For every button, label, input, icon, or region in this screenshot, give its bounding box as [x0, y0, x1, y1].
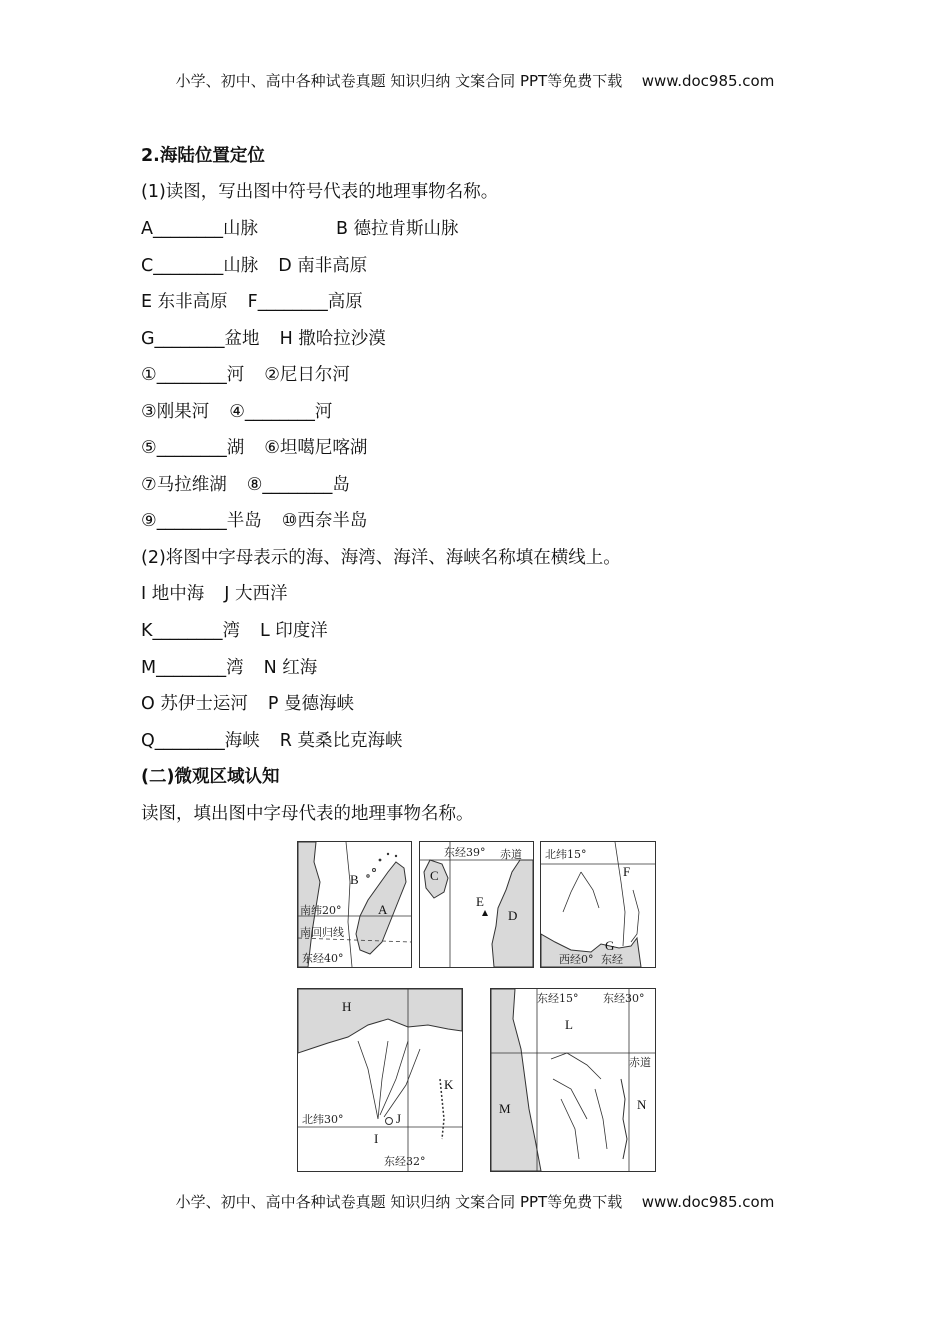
- header-url[interactable]: www.doc985.com: [641, 72, 775, 90]
- map5-eq-label: 赤道: [629, 1056, 651, 1069]
- map1-label-a: A: [378, 902, 388, 917]
- answer-item: H 撒哈拉沙漠: [279, 329, 386, 349]
- answer-item: D 南非高原: [278, 256, 368, 276]
- q2-row: [141, 693, 354, 715]
- map5-label-l: L: [565, 1017, 573, 1032]
- q2-row: [141, 583, 287, 605]
- map4-label-h: H: [342, 999, 352, 1014]
- answer-item: P 曼德海峡: [267, 694, 354, 714]
- map-west-africa: [540, 841, 656, 968]
- blank-item: F________高原: [247, 292, 363, 312]
- q1-row: [141, 474, 350, 496]
- map5-lon2-label: 东经30°: [603, 992, 645, 1005]
- answer-item: I 地中海: [141, 584, 205, 604]
- q1-row: [141, 291, 363, 313]
- q2-prompt: (2)将图中字母表示的海、海湾、海洋、海峡名称填在横线上。: [141, 548, 621, 568]
- map-central-africa: [490, 988, 656, 1172]
- blank-item: A________山脉: [141, 219, 258, 239]
- blank-item: K________湾: [141, 621, 240, 641]
- header-text: 小学、初中、高中各种试卷真题 知识归纳 文案合同 PPT等免费下载: [175, 72, 623, 90]
- map3-label-f: F: [623, 864, 631, 879]
- map1-lon-label: 东经40°: [302, 952, 344, 965]
- q1-row: [141, 437, 367, 459]
- map5-label-n: N: [637, 1097, 647, 1112]
- map3-label-g: G: [605, 938, 615, 953]
- answer-item: L 印度洋: [259, 621, 328, 641]
- map4-lon-label: 东经32°: [384, 1155, 426, 1168]
- map4-label-j: J: [396, 1111, 402, 1126]
- map-west-africa-svg: [541, 842, 655, 967]
- q1-row: [141, 218, 459, 240]
- map2-lon-label: 东经39°: [444, 846, 486, 859]
- map-east-africa-svg: [420, 842, 533, 967]
- section2-prompt: 读图，填出图中字母代表的地理事物名称。: [141, 804, 474, 824]
- section2-title: (二)微观区域认知: [141, 767, 280, 787]
- map1-lat-label: 南纬20°: [300, 904, 342, 917]
- q1-row: [141, 401, 332, 423]
- q2-row: [141, 730, 403, 752]
- q1-row: [141, 328, 386, 350]
- map4-label-k: K: [444, 1077, 454, 1092]
- blank-item: ①________河: [141, 365, 245, 385]
- answer-item: ⑩西奈半岛: [281, 511, 368, 531]
- q1-row: [141, 255, 367, 277]
- answer-item: N 红海: [263, 658, 318, 678]
- answer-item: R 莫桑比克海峡: [279, 731, 403, 751]
- map-north-africa-svg: [298, 989, 462, 1171]
- map2-label-e: E: [476, 894, 484, 909]
- map3-lon2-label: 东经: [601, 953, 623, 966]
- blank-item: ⑤________湖: [141, 438, 245, 458]
- blank-item: G________盆地: [141, 329, 260, 349]
- map2-label-c: C: [430, 868, 439, 883]
- page-footer: [0, 1191, 950, 1212]
- map5-label-m: M: [499, 1101, 511, 1116]
- answer-item: O 苏伊士运河: [141, 694, 248, 714]
- answer-item: ⑥坦噶尼喀湖: [264, 438, 368, 458]
- map5-lon1-label: 东经15°: [537, 992, 579, 1005]
- answer-item: B 德拉肯斯山脉: [335, 219, 459, 239]
- blank-item: ⑧________岛: [246, 475, 350, 495]
- q2-row: [141, 657, 317, 679]
- answer-item: E 东非高原: [141, 292, 228, 312]
- map-madagascar-svg: [298, 842, 411, 967]
- map-north-africa: [297, 988, 463, 1172]
- map-east-africa: [419, 841, 534, 968]
- map4-lat-label: 北纬30°: [302, 1113, 344, 1126]
- q1-row: [141, 364, 350, 386]
- blank-item: C________山脉: [141, 256, 259, 276]
- q1-row: [141, 510, 367, 532]
- page-header: [0, 70, 950, 91]
- section-title: 2.海陆位置定位: [141, 146, 265, 166]
- map1-label-b: B: [350, 872, 359, 887]
- answer-item: ③刚果河: [141, 402, 210, 422]
- map-central-africa-svg: [491, 989, 655, 1171]
- map4-label-i: I: [374, 1131, 379, 1146]
- map3-lon-label: 西经0°: [559, 953, 594, 966]
- map2-eq-label: 赤道: [500, 848, 522, 861]
- footer-url[interactable]: www.doc985.com: [641, 1193, 775, 1211]
- q1-prompt: (1)读图，写出图中符号代表的地理事物名称。: [141, 182, 499, 202]
- blank-item: Q________海峡: [141, 731, 260, 751]
- answer-item: ②尼日尔河: [264, 365, 350, 385]
- q2-row: [141, 620, 328, 642]
- map-madagascar: [297, 841, 412, 968]
- map3-lat-label: 北纬15°: [545, 848, 587, 861]
- blank-item: ⑨________半岛: [141, 511, 262, 531]
- answer-item: ⑦马拉维湖: [141, 475, 227, 495]
- answer-item: J 大西洋: [224, 584, 288, 604]
- blank-item: ④________河: [229, 402, 333, 422]
- map1-tropic-label: 南回归线: [300, 926, 344, 939]
- blank-item: M________湾: [141, 658, 244, 678]
- footer-text: 小学、初中、高中各种试卷真题 知识归纳 文案合同 PPT等免费下载: [175, 1193, 623, 1211]
- map2-label-d: D: [508, 908, 518, 923]
